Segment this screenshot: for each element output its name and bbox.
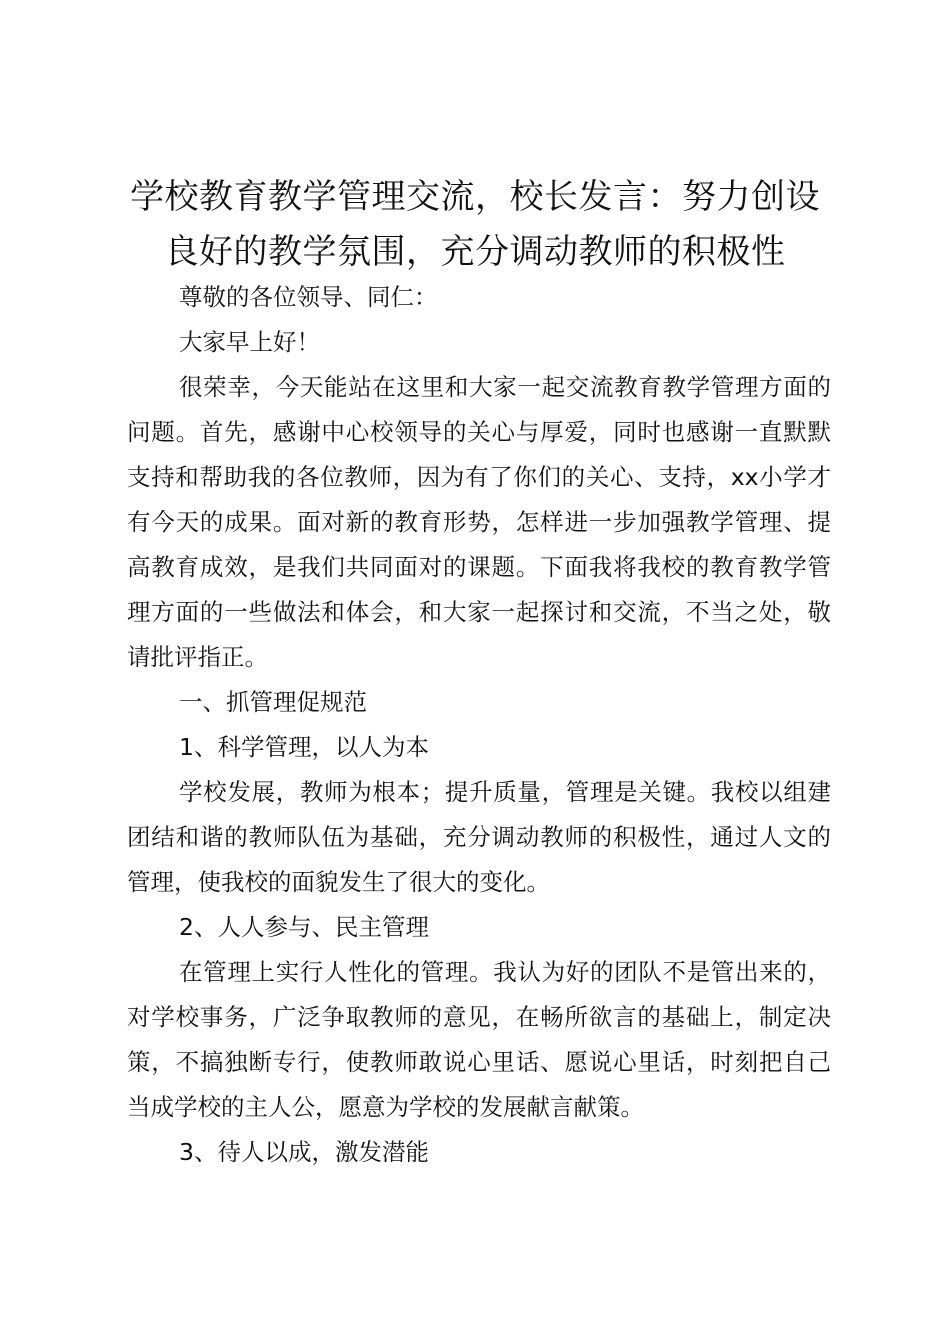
greeting: 大家早上好！ bbox=[179, 328, 320, 356]
subheading-1: 1、科学管理，以人为本 bbox=[179, 733, 429, 761]
section-heading-1: 一、抓管理促规范 bbox=[179, 688, 367, 716]
salutation: 尊敬的各位领导、同仁： bbox=[179, 283, 438, 311]
body-paragraph-2: 在管理上实行人性化的管理。我认为好的团队不是管出来的，对学校事务，广泛争取教师的意见，在畅所欲言的基础上，制定决策，不搞独断专行，使教师敢说心里话、愿说心里话，时刻把自己当成学校的主人公，愿意为学校的发展献言献策。 bbox=[127, 958, 831, 1121]
subheading-2: 2、人人参与、民主管理 bbox=[179, 913, 429, 941]
document-body bbox=[127, 275, 831, 1175]
document-title: 学校教育教学管理交流，校长发言：努力创设良好的教学氛围，充分调动教师的积极性 bbox=[130, 177, 820, 272]
body-paragraph-1: 学校发展，教师为根本；提升质量，管理是关键。我校以组建团结和谐的教师队伍为基础，充分调动教师的积极性，通过人文的管理，使我校的面貌发生了很大的变化。 bbox=[127, 778, 831, 896]
intro-paragraph: 很荣幸，今天能站在这里和大家一起交流教育教学管理方面的问题。首先，感谢中心校领导的关心与厚爱，同时也感谢一直默默支持和帮助我的各位教师，因为有了你们的关心、支持，xx小学才有今天的成果。面对新的教育形势，怎样进一步加强教学管理、提高教育成效，是我们共同面对的课题。下面我将我校的教育教学管理方面的一些做法和体会，和大家一起探讨和交流，不当之处，敬请批评指正。 bbox=[127, 373, 831, 671]
subheading-3: 3、待人以成，激发潜能 bbox=[179, 1138, 429, 1166]
